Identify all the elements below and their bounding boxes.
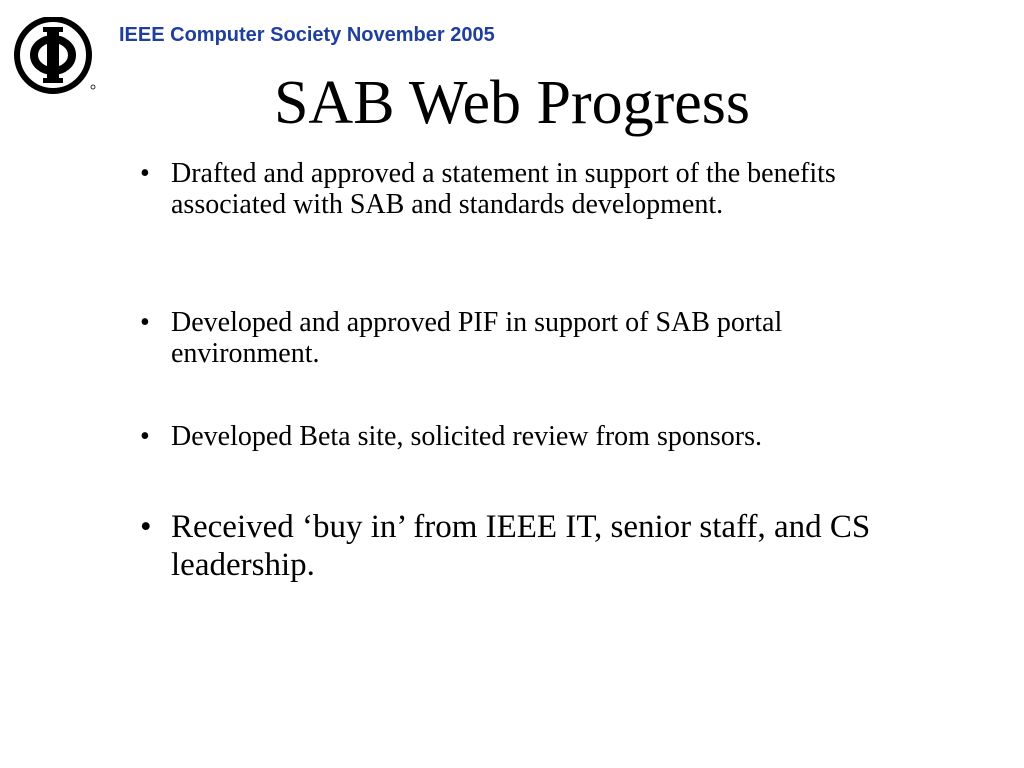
bullet-item (140, 307, 940, 369)
bullet-symbol: • (140, 421, 150, 452)
bullet-item (140, 158, 940, 220)
bullet-symbol: • (140, 509, 152, 545)
bullet-text: Developed Beta site, solicited review from sponsors. (171, 421, 762, 452)
bullet-symbol: • (140, 158, 150, 189)
bullet-text: Developed and approved PIF in support of SAB portal environment. (171, 307, 783, 369)
slide-title: SAB Web Progress (273, 69, 751, 137)
bullet-item (140, 421, 940, 452)
bullet-text: Drafted and approved a statement in support of the benefits associated with SAB and standards development. (171, 158, 836, 220)
bullet-item (140, 508, 940, 584)
bullet-text: Received ‘buy in’ from IEEE IT, senior staff, and CS leadership. (171, 509, 871, 583)
header-text: IEEE Computer Society November 2005 (119, 24, 495, 46)
bullet-symbol: • (140, 307, 150, 338)
